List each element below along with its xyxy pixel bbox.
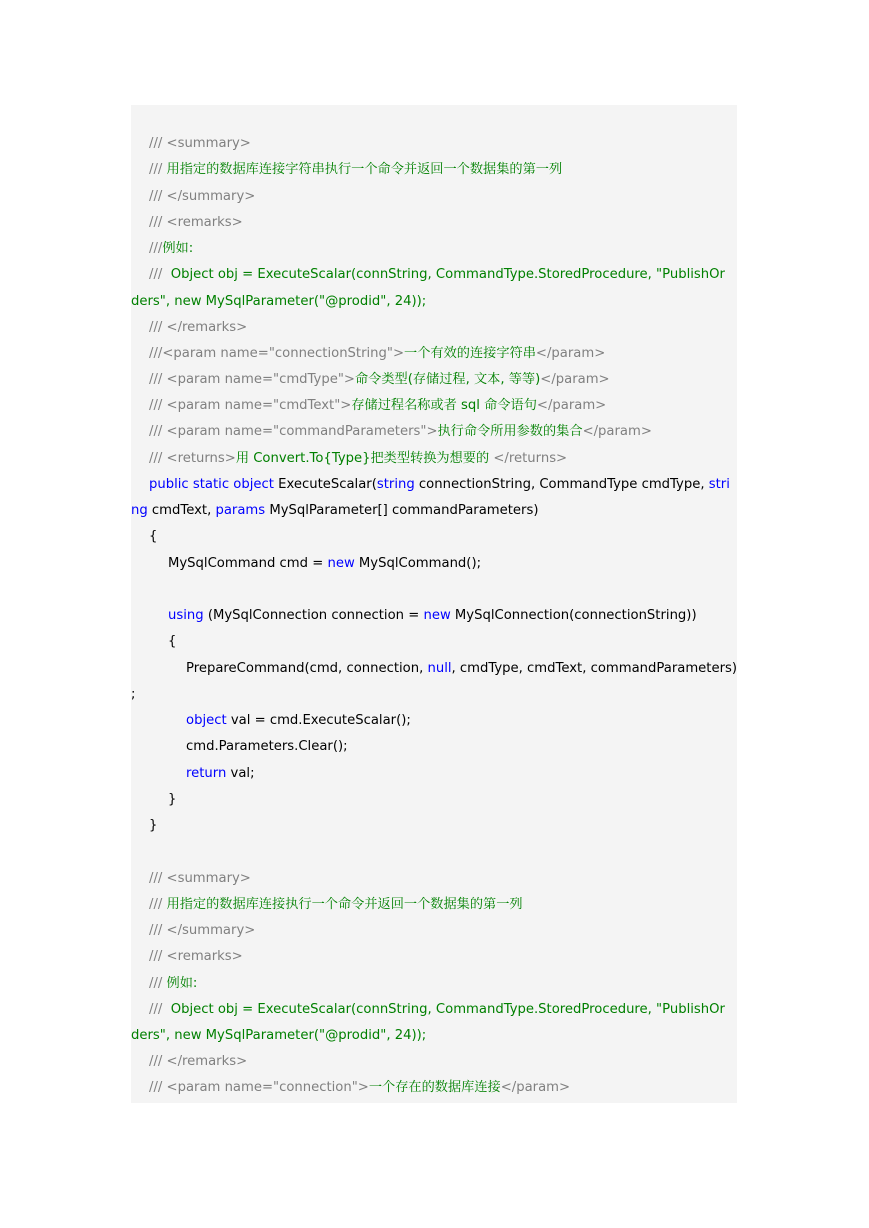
code-line: using (MySqlConnection connection = new MySqlConnection(connectionString)) xyxy=(168,608,697,623)
code-line: /// <remarks> xyxy=(149,215,243,230)
code-line: } xyxy=(149,818,158,833)
code-line: } xyxy=(168,792,177,807)
code-line: /// <remarks> xyxy=(149,949,243,964)
code-line: PrepareCommand(cmd, connection, null, cmdType, cmdText, commandParameters) xyxy=(186,661,738,676)
code-line: /// Object obj = ExecuteScalar(connString, CommandType.StoredProcedure, "PublishOr xyxy=(149,1002,725,1017)
code-line: /// 用指定的数据库连接执行一个命令并返回一个数据集的第一列 xyxy=(149,897,523,912)
code-line: { xyxy=(149,529,158,544)
code-line: /// </summary> xyxy=(149,189,256,204)
code-line: /// <returns>用 Convert.To{Type}把类型转换为想要的 </returns> xyxy=(149,451,568,466)
code-line: /// Object obj = ExecuteScalar(connString, CommandType.StoredProcedure, "PublishOr xyxy=(149,267,725,282)
code-line: return val; xyxy=(186,766,255,781)
code-line: /// <param name="connection">一个存在的数据库连接</param> xyxy=(149,1080,571,1095)
code-line: ///<param name="connectionString">一个有效的连接字符串</param> xyxy=(149,346,606,361)
code-line: /// </remarks> xyxy=(149,320,248,335)
code-line: /// <param name="commandParameters">执行命令所用参数的集合</param> xyxy=(149,424,652,439)
code-line: /// <summary> xyxy=(149,871,251,886)
code-line: /// 用指定的数据库连接字符串执行一个命令并返回一个数据集的第一列 xyxy=(149,162,563,177)
code-line: /// <param name="cmdType">命令类型(存储过程, 文本, 等等)</param> xyxy=(149,372,610,387)
code-line: /// 例如: xyxy=(149,976,198,991)
code-line: object val = cmd.ExecuteScalar(); xyxy=(186,713,411,728)
code-line: /// <param name="cmdText">存储过程名称或者 sql 命令语句</param> xyxy=(149,398,607,413)
code-block xyxy=(131,105,737,1103)
code-line: ; xyxy=(131,687,136,702)
code-line: public static object ExecuteScalar(string connectionString, CommandType cmdType, stri xyxy=(149,477,730,492)
code-line: /// <summary> xyxy=(149,136,251,151)
code-line: /// </remarks> xyxy=(149,1054,248,1069)
code-line: ng cmdText, params MySqlParameter[] commandParameters) xyxy=(131,503,539,518)
code-line: ders", new MySqlParameter("@prodid", 24)); xyxy=(131,294,427,309)
code-line: ders", new MySqlParameter("@prodid", 24)); xyxy=(131,1028,427,1043)
code-line: ///例如: xyxy=(149,241,194,256)
code-line: cmd.Parameters.Clear(); xyxy=(186,739,348,754)
code-line: { xyxy=(168,634,177,649)
code-line: /// </summary> xyxy=(149,923,256,938)
code-line: MySqlCommand cmd = new MySqlCommand(); xyxy=(168,556,482,571)
